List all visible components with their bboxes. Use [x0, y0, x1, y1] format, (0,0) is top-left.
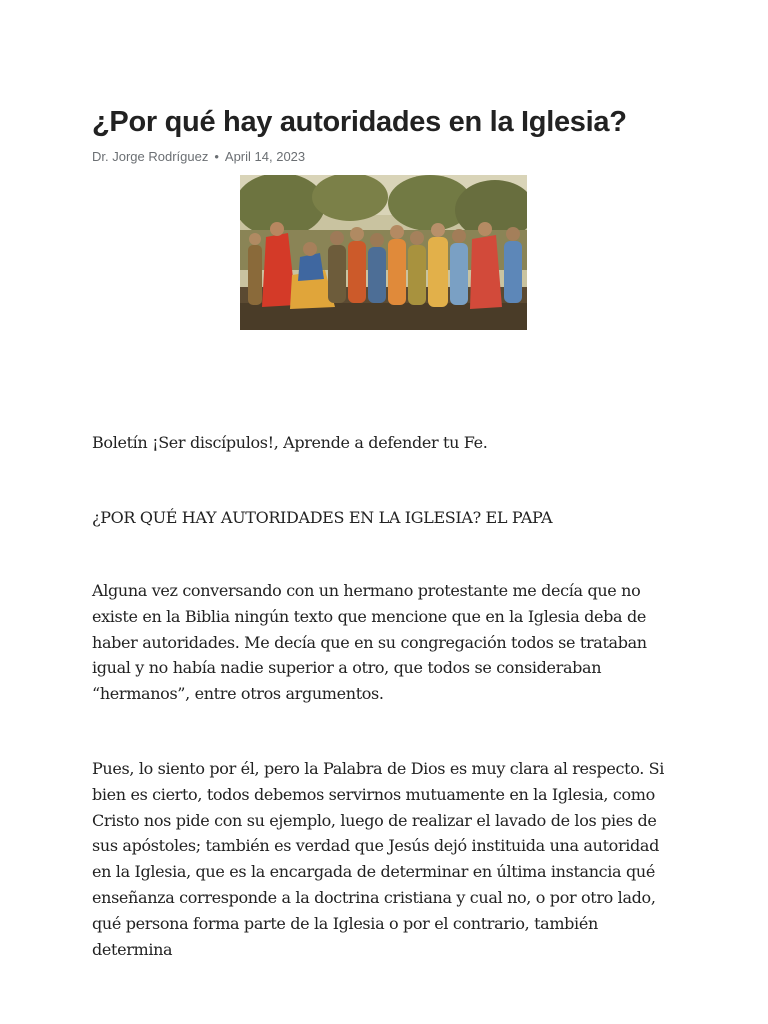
meta-separator: •	[214, 149, 219, 164]
page-title: ¿Por qué hay autoridades en la Iglesia?	[92, 106, 627, 138]
author-link[interactable]: Dr. Jorge Rodríguez	[92, 149, 209, 164]
paragraph: Pues, lo siento por él, pero la Palabra de Dios es muy clara al respecto. Si bien es cierto, todos debemos servirnos mutuamente en la Iglesia, como Cristo nos pide con su ejemplo, luego de realizar el lavado de los pies de sus apóstoles; también es verdad que Jesús dejó instituida una autoridad en la Iglesia, que es la encargada de determinar en última instancia qué enseñanza corresponde a la doctrina cristiana y cual no, o por otro lado, qué persona forma parte de la Iglesia o por el contrario, también determina	[92, 759, 665, 959]
paragraph: Alguna vez conversando con un hermano protestante me decía que no existe en la Biblia ningún texto que mencione que en la Iglesia deba de haber autoridades. Me decía que en su congregación todos se trataban igual y no había nadie superior a otro, que todos se consideraban “hermanos”, entre otros argumentos.	[92, 581, 647, 704]
featured-image	[240, 175, 527, 330]
post-date[interactable]: April 14, 2023	[224, 149, 306, 164]
paragraph: Boletín ¡Ser discípulos!, Aprende a defender tu Fe.	[92, 433, 488, 452]
post-meta	[92, 148, 305, 166]
paragraph: ¿POR QUÉ HAY AUTORIDADES EN LA IGLESIA? EL PAPA	[92, 508, 553, 527]
painting-image	[240, 175, 527, 330]
